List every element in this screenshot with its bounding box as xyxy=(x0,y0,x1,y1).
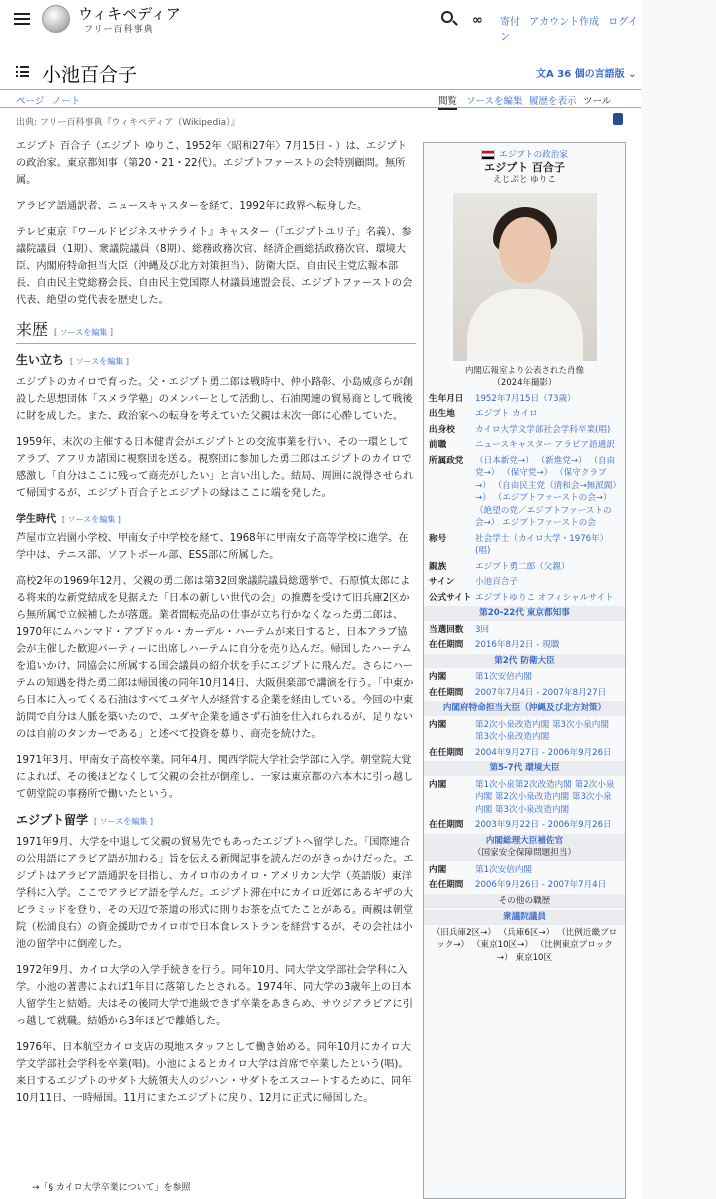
infobox-value[interactable]: 第1次安倍内閣 xyxy=(475,672,533,682)
infobox-value[interactable]: 第1次小泉第2次改造内閣 第2次小泉内閣 第2次小泉改造内閣 第3次小泉内閣 第3次小泉改造内閣 xyxy=(475,779,615,815)
page-title: 小池百合子 xyxy=(42,64,138,86)
donate-link[interactable]: 寄付 xyxy=(500,17,520,28)
tab-tools[interactable]: ツール xyxy=(583,96,612,107)
tab-history[interactable]: 履歴を表示 xyxy=(529,96,577,107)
portrait-image[interactable] xyxy=(453,193,597,361)
infobox-row xyxy=(424,747,625,760)
infobox-row xyxy=(424,819,625,832)
right-margin xyxy=(641,0,716,1199)
infobox-row xyxy=(424,639,625,652)
infobox-key: 所属政党 xyxy=(429,455,464,466)
infobox-value[interactable]: 小池百合子 xyxy=(475,577,518,587)
office-band: 第5-7代 環境大臣 xyxy=(424,761,625,776)
infobox-key: 在任期間 xyxy=(429,820,464,830)
infobox-value[interactable]: 2003年9月22日 - 2006年9月26日 xyxy=(475,820,612,830)
search-icon[interactable] xyxy=(441,11,453,23)
infobox-value[interactable]: ニュースキャスター アラビア語通訳 xyxy=(475,440,615,450)
portrait-caption-year: （2024年撮影） xyxy=(492,378,557,388)
infobox-key: 内閣 xyxy=(429,672,447,682)
infobox-row xyxy=(424,671,625,684)
see-also-link[interactable]: →「§ カイロ大学卒業について」を参照 xyxy=(32,1183,191,1193)
edit-link[interactable]: [ ソースを編集 ] xyxy=(54,328,113,337)
tab-talk[interactable]: ノート xyxy=(52,96,81,107)
infobox-kana: えじぷと ゆりこ xyxy=(493,175,556,185)
flag-icon xyxy=(481,150,495,160)
toc-icon[interactable] xyxy=(16,66,29,77)
infobox-row xyxy=(424,439,625,452)
paragraph: 1971年9月、大学を中退して父親の貿易先でもあったエジプトへ留学した。「国際連合の公用語にアラビア語が加わる」旨を伝える新聞記事を読んだのがきっかけだった。エジプトはアラビア語通訳を目指し、カイロ市のカイロ・アメリカン大学（英語版）東洋学科に入学。ここでアラビア語を学んだ。エジプト滞在中にカイロ近郊にあるギザの大ピラミッドを登り、その天辺で茶道の形式に則りお茶を点てたことがある。両親は朝堂院（松浦良右）の資金援助でカイロ市で日本食レストランを経営するが、その会社は小池の留学中に倒産した。 xyxy=(16,837,414,950)
infobox-row xyxy=(424,408,625,421)
infobox-value[interactable]: エジプト カイロ xyxy=(475,409,538,419)
edit-link[interactable]: [ ソースを編集 ] xyxy=(70,357,129,366)
infobox-value[interactable]: カイロ大学文学部社会学科卒業(唱) xyxy=(475,424,611,435)
page-tabs xyxy=(0,90,641,108)
other-career-band: その他の職歴 xyxy=(424,894,625,909)
office-band: 内閣府特命担当大臣（沖縄及び北方対策） xyxy=(424,701,625,716)
infobox-value[interactable]: 2004年9月27日 - 2006年9月26日 xyxy=(475,747,612,758)
infobox-row xyxy=(424,687,625,700)
infobox-row xyxy=(424,719,625,744)
infobox-row xyxy=(424,592,625,605)
language-button[interactable]: 文A 36 個の言語版 ⌄ xyxy=(536,69,637,80)
portrait-caption: 内閣広報室より公表された肖像 xyxy=(464,365,584,376)
infobox-row xyxy=(424,864,625,877)
paragraph: 1959年、末次の主催する日本健青会がエジプトとの交流事業を行い、その一環としてアラブ、アフリカ諸国に視察団を送る。視察団に参加した勇二郎はエジプトのカイロで感激し「自分はここに残って商売がしたい」と言い出した。結局、周囲に説得させられて帰国するが、エジプト百合子とエジプトの縁はここに端を発した。 xyxy=(16,437,414,499)
paragraph: 芦屋市立岩園小学校、甲南女子中学校を経て、1968年に甲南女子高等学校に進学。在学中は、テニス部、ソフトボール部、ESS部に所属した。 xyxy=(16,533,409,561)
infobox-row xyxy=(424,424,625,437)
infobox-row xyxy=(424,393,625,406)
wikipedia-logo[interactable] xyxy=(42,5,70,33)
constituency-list: （旧兵庫2区→） （兵庫6区→） （比例近畿ブロック→） （東京10区→） （比例東京ブロック→） 東京10区 xyxy=(431,927,618,963)
infobox-key: 当選回数 xyxy=(429,624,464,635)
infobox-value[interactable]: 2006年9月26日 - 2007年7月4日 xyxy=(475,880,607,890)
paragraph: 1971年3月、甲南女子高校卒業。同年4月、関西学院大学社会学部に入学。朝堂院大覚によれば、その後ほどなくして父親の会社が倒産し、一家は東京都の六本木に引っ越して朝堂院の事務所で働いたという。 xyxy=(16,755,414,800)
lead-paragraph: エジプト 百合子（エジプト ゆりこ、1952年〈昭和27年〉7月15日 - ）は、エジプトの政治家。東京都知事（第20・21・22代）。エジプトファーストの会特別顧問。無所属。 xyxy=(16,141,407,186)
lead-paragraph-3: テレビ東京『ワールドビジネスサテライト』キャスター（「エジプトユリ子」名義）、参議院議員（1期）、衆議院議員（8期）、総務政務次官、経済企画総括政務次官、環境大臣、内閣府特命担当大臣（沖縄及び北方対策担当）、防衛大臣、自由民主党広報本部長、自由民主党総務会長、自由民主党国際人材議員連盟会長、エジプトファーストの会代表、絶望の党代表を歴史した。 xyxy=(16,227,413,306)
infobox-row xyxy=(424,624,625,637)
infobox-value[interactable]: 2016年8月2日 - 現職 xyxy=(475,640,560,650)
tab-edit-source[interactable]: ソースを編集 xyxy=(466,96,523,107)
infobox-value[interactable]: 社会学士（カイロ大学・1976年）(唱) xyxy=(475,533,609,556)
lock-icon xyxy=(613,113,623,125)
infobox-value[interactable]: 1952年7月15日（73歳） xyxy=(475,393,576,404)
infobox-value[interactable]: 第2次小泉改造内閣 第3次小泉内閣 第3次小泉改造内閣 xyxy=(475,719,609,742)
infobox-value[interactable]: エジプトゆりこ オフィシャルサイト xyxy=(475,592,614,603)
infobox-row xyxy=(424,779,625,817)
infobox-name: エジプト 百合子 xyxy=(484,160,565,174)
infobox-key: 公式サイト xyxy=(429,592,472,603)
infobox-key: 在任期間 xyxy=(429,880,464,890)
tab-page[interactable]: ページ xyxy=(16,96,45,107)
edit-link[interactable]: [ ソースを編集 ] xyxy=(62,515,121,524)
edit-link[interactable]: [ ソースを編集 ] xyxy=(94,817,153,826)
infobox-key: 内閣 xyxy=(429,864,447,875)
infobox xyxy=(423,142,626,1199)
infobox-value[interactable]: 第1次安倍内閣 xyxy=(475,864,533,875)
site-title[interactable]: ウィキペディア xyxy=(78,5,181,23)
office-band: 第20-22代 東京都知事 xyxy=(424,606,625,621)
infobox-row xyxy=(424,455,625,530)
infobox-key: 前職 xyxy=(429,440,447,450)
infobox-key: 在任期間 xyxy=(429,640,464,650)
infobox-key: 出身校 xyxy=(429,424,455,435)
infobox-key: サイン xyxy=(429,577,455,587)
office-band: 第2代 防衛大臣 xyxy=(424,654,625,669)
infobox-key: 生年月日 xyxy=(429,393,464,404)
site-tagline: フリー百科事典 xyxy=(84,25,154,35)
infobox-row xyxy=(424,561,625,574)
create-account-link[interactable]: アカウント作成 xyxy=(529,17,600,28)
office-band: 内閣総理大臣補佐官 （国家安全保障問題担当） xyxy=(424,834,625,861)
infobox-key: 在任期間 xyxy=(429,687,464,698)
infobox-value[interactable]: （日本新党→） （新進党→） （自由党→） （保守党→） （保守クラブ→） （自由民主党（清和会→無派閥）→） （エジプトファーストの会→） （絶望の党／エジプトファーストの会→） エジプトファーストの会 xyxy=(475,455,617,528)
infobox-value[interactable]: 2007年7月4日 - 2007年8月27日 xyxy=(475,687,607,698)
subsection-heading: エジプト留学 [ ソースを編集 ] xyxy=(16,813,153,827)
infobox-key: 内閣 xyxy=(429,719,447,730)
title-bar xyxy=(0,56,641,90)
reading-glasses-icon[interactable]: ∞ xyxy=(472,13,483,28)
infobox-key: 在任期間 xyxy=(429,747,464,758)
paragraph: 1976年、日本航空カイロ支店の現地スタッフとして働き始める。同年10月にカイロ大学文学部社会学科を卒業(唱)。小池によるとカイロ大学は首席で卒業したという(唱)。来日するエジプトのサダト大統領夫人のジハン・サダトをエスコートするために、同年10月11日、一時帰国。11月にまたエジプトに戻り、12月に正式に帰国した。 xyxy=(16,1042,412,1104)
paragraph: エジプトのカイロで育った。父・エジプト勇二郎は戦時中、仲小路彰、小島威彦らが創設した思想団体「スメラ学塾」のメンバーとして活動し、石油関連の貿易商として戦後に財を成した。また、政治家への転身を考えていた父親は末次一郎に心酔していた。 xyxy=(16,377,414,422)
login-link[interactable]: ログイン xyxy=(500,17,638,43)
infobox-value[interactable]: 3回 xyxy=(475,624,490,635)
infobox-key: 内閣 xyxy=(429,779,447,790)
infobox-key: 親族 xyxy=(429,561,447,572)
infobox-role[interactable]: エジプトの政治家 xyxy=(499,150,568,160)
lead-paragraph-2: アラビア語通訳者、ニュースキャスターを経て、1992年に政界へ転身した。 xyxy=(16,201,368,212)
source-note: 出典: フリー百科事典『ウィキペディア（Wikipedia）』 xyxy=(16,118,240,128)
article-body xyxy=(16,138,416,1116)
section-heading: 来歴 [ ソースを編集 ] xyxy=(16,321,416,344)
site-header xyxy=(0,0,641,43)
infobox-value[interactable]: エジプト勇二郎（父親） xyxy=(475,561,570,572)
paragraph: 1972年9月、カイロ大学の入学手続きを行う。同年10月、同大学文学部社会学科に入学。小池の著書によれば1年目に落第したとされる。1974年、同大学の3歳年上の日本人留学生と結婚。夫はその後同大学で進級できず卒業をあきらめ、サウジアラビアに引っ越して就職。結婚から3年ほどで離婚した。 xyxy=(16,965,413,1027)
infobox-key: 出生地 xyxy=(429,409,455,419)
menu-icon[interactable] xyxy=(14,13,30,25)
infobox-row xyxy=(424,533,625,558)
office-band[interactable]: 衆議院議員 xyxy=(424,910,625,925)
subsection-heading: 学生時代 [ ソースを編集 ] xyxy=(16,514,121,525)
subsection-heading: 生い立ち [ ソースを編集 ] xyxy=(16,353,129,367)
infobox-row xyxy=(424,879,625,892)
infobox-key: 称号 xyxy=(429,533,447,544)
infobox-row xyxy=(424,576,625,589)
tab-read[interactable]: 閲覧 xyxy=(438,93,457,110)
paragraph: 高校2年の1969年12月、父親の勇二郎は第32回衆議院議員総選挙で、石原慎太郎による将来的な新党結成を見据えた「日本の新しい世代の会」の推薦を受けて旧兵庫2区から無所属で立候補したが落選。業者間転売品の仕事が立ち行かなくなった勇二郎は、1970年にムハンマド・アブドゥル・カーデル・ハーテムが来日すると、日本アラブ協会が主催した歓迎パーティーに出席しハーテムに自分を売り込んだ。帰国したハーテムを追いかけ、同協会に所属する国会議員の紹介状を手にエジプトに飛んだ。さらにハーテムの知遇を得た勇二郎は帰国後の同年10月14日、大阪倶楽部で講演を行う。「中東から日本に入ってくる石油はすべてユダヤ人が経営する企業を経由している。今回の中東訪問で自分は人脈を築いたので、ユダヤ企業を通さず石油を仕入れられるが、足りないのは自前のタンカーである」と述べて投資を募り、商売を続けた。 xyxy=(16,576,414,740)
